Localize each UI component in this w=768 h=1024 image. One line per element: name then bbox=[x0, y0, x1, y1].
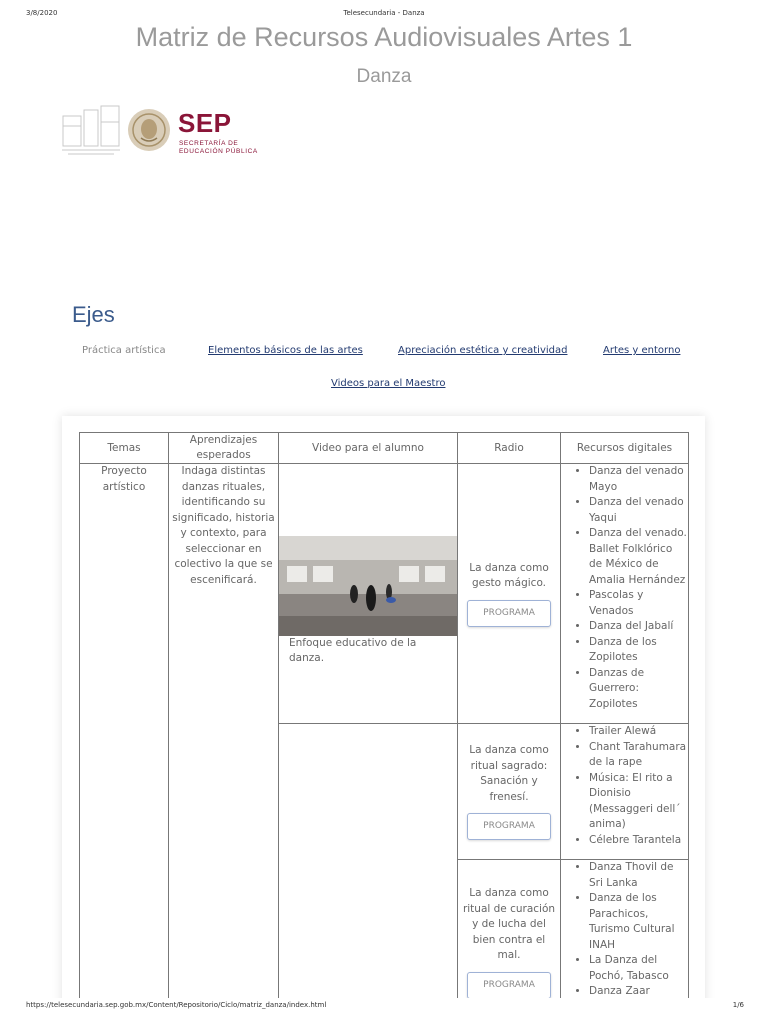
resource-link[interactable]: • Danza del venado. Ballet Folklórico de México de Amalia Hernández bbox=[589, 526, 688, 588]
page-title: Matriz de Recursos Audiovisuales Artes 1 bbox=[135, 22, 633, 52]
tema-cell: Proyecto artístico bbox=[80, 464, 169, 1010]
sep-subline-2: EDUCACIÓN PÚBLICA bbox=[179, 148, 258, 155]
radio-description: La danza como ritual sagrado: Sanación y frenesí. bbox=[469, 744, 549, 803]
resources-list bbox=[561, 860, 688, 1000]
resource-link[interactable]: • Danza del venado Mayo bbox=[589, 464, 688, 495]
aprendizaje-cell: Indaga distintas danzas rituales, identificando su significado, historia y contexto, para seleccionar en colectivo la que se escenificará. bbox=[169, 464, 279, 1010]
recursos-cell bbox=[561, 860, 689, 1010]
recursos-cell bbox=[561, 724, 689, 860]
table-header-row bbox=[80, 433, 689, 464]
national-seal-icon bbox=[127, 108, 171, 152]
sep-subline-1: SECRETARÍA DE bbox=[179, 140, 239, 147]
video-cell-empty bbox=[279, 724, 458, 1010]
header-radio: Radio bbox=[458, 433, 561, 464]
print-page-number: 1/6 bbox=[732, 1001, 744, 1009]
print-url: https://telesecundaria.sep.gob.mx/Content/Repositorio/Ciclo/matriz_danza/index.html bbox=[26, 1001, 327, 1009]
tab-elementos-basicos[interactable]: Elementos básicos de las artes bbox=[208, 345, 363, 356]
resource-link[interactable]: • La Danza del Pochó, Tabasco bbox=[589, 953, 688, 984]
resource-link[interactable]: • Danzas de Guerrero: Zopilotes bbox=[589, 666, 688, 713]
resource-link[interactable]: • Pascolas y Venados bbox=[589, 588, 688, 619]
resource-link[interactable]: • Música: El rito a Dionisio (Messaggeri dell´ anima) bbox=[589, 771, 688, 833]
resource-link[interactable]: • Trailer Alewá bbox=[589, 724, 688, 740]
print-header bbox=[0, 9, 768, 21]
resource-link[interactable]: • Célebre Tarantela bbox=[589, 833, 688, 849]
header-temas: Temas bbox=[80, 433, 169, 464]
table-row bbox=[80, 464, 689, 724]
programa-button[interactable]: PROGRAMA bbox=[467, 813, 551, 840]
header-aprendizajes: Aprendizajes esperados bbox=[169, 433, 279, 464]
resource-link[interactable]: • Danza Zaar bbox=[589, 984, 688, 1000]
header-recursos: Recursos digitales bbox=[561, 433, 689, 464]
radio-cell bbox=[458, 860, 561, 1010]
radio-cell bbox=[458, 724, 561, 860]
programa-button[interactable]: PROGRAMA bbox=[467, 600, 551, 627]
radio-cell bbox=[458, 464, 561, 724]
tab-artes-entorno[interactable]: Artes y entorno bbox=[603, 345, 681, 356]
print-date: 3/8/2020 bbox=[26, 9, 58, 17]
resource-link[interactable]: • Danza de los Zopilotes bbox=[589, 635, 688, 666]
ejes-heading: Ejes bbox=[72, 302, 115, 327]
header-video: Video para el alumno bbox=[279, 433, 458, 464]
video-cell bbox=[279, 464, 458, 724]
tab-videos-maestro[interactable]: Videos para el Maestro bbox=[331, 378, 446, 389]
sep-logo-text: SEP bbox=[178, 108, 232, 138]
sep-logo-subtitle bbox=[179, 140, 289, 156]
dance-video-image bbox=[279, 536, 457, 636]
resource-link[interactable]: • Danza del Jabalí bbox=[589, 619, 688, 635]
tab-practica-artistica[interactable]: Práctica artística bbox=[82, 345, 166, 356]
print-page-title: Telesecundaria - Danza bbox=[343, 9, 425, 17]
logo-bar bbox=[60, 100, 280, 160]
recursos-cell bbox=[561, 464, 689, 724]
resource-link[interactable]: • Danza Thovil de Sri Lanka bbox=[589, 860, 688, 891]
resource-link[interactable]: • Danza del venado Yaqui bbox=[589, 495, 688, 526]
resources-list bbox=[561, 464, 688, 712]
resource-link[interactable]: • Chant Tarahumara de la rape bbox=[589, 740, 688, 771]
programa-button[interactable]: PROGRAMA bbox=[467, 972, 551, 999]
radio-description: La danza como ritual de curación y de lucha del bien contra el mal. bbox=[462, 887, 556, 961]
resource-link[interactable]: • Danza de los Parachicos, Turismo Cultural INAH bbox=[589, 891, 688, 953]
resources-table bbox=[79, 432, 689, 1010]
telesecundaria-logo bbox=[60, 102, 122, 158]
print-footer bbox=[0, 1001, 768, 1013]
page-subtitle: Danza bbox=[356, 66, 412, 87]
video-thumbnail[interactable] bbox=[279, 536, 457, 636]
tab-apreciacion-estetica[interactable]: Apreciación estética y creatividad bbox=[398, 345, 568, 356]
video-caption: Enfoque educativo de la danza. bbox=[289, 637, 417, 664]
radio-description: La danza como gesto mágico. bbox=[469, 561, 549, 589]
resources-list bbox=[561, 724, 688, 848]
